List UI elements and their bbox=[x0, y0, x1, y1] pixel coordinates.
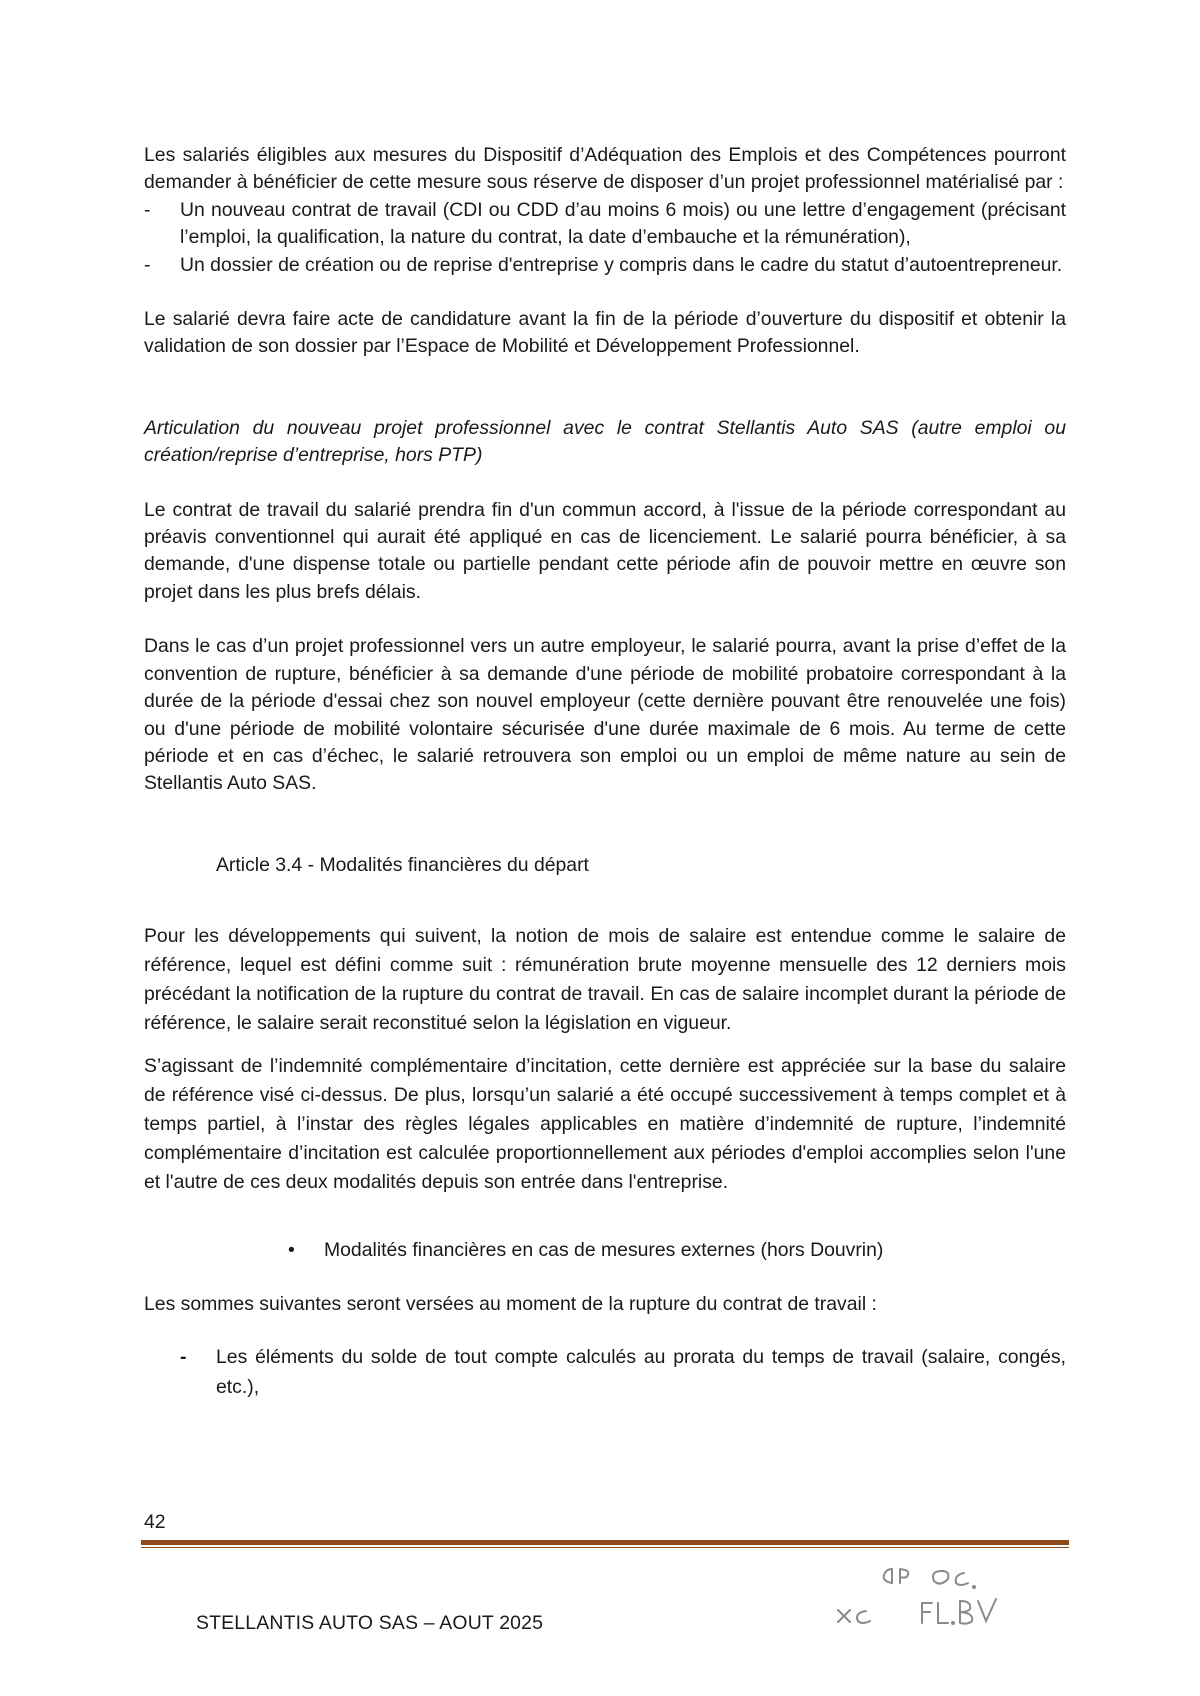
list-dash: - bbox=[144, 198, 151, 221]
page-number: 42 bbox=[144, 1511, 166, 1533]
articulation-paragraph-2: Dans le cas d’un projet professionnel vers un autre employeur, le salarié pourra, avant la prise d’effet de la convention de rupture, bénéficier à sa demande d'une période de mobilité probatoire correspondant à la durée de la période d'essai chez son nouvel employeur (cette dernière pouvant être renouvelée une fois) ou d'une période de mobilité volontaire sécurisée d'une durée maximale de 6 mois. Au terme de cette période et en cas d’échec, le salarié retrouvera son emploi ou un emploi de même nature au sein de Stellantis Auto SAS. bbox=[144, 635, 1066, 795]
intro-list bbox=[144, 197, 1066, 279]
list-item bbox=[144, 197, 1066, 252]
article-title: Article 3.4 - Modalités financières du départ bbox=[216, 853, 589, 876]
document-body bbox=[144, 142, 1066, 1402]
externes-heading bbox=[144, 1237, 1066, 1264]
footer-rule bbox=[141, 1540, 1069, 1545]
bullet-icon: • bbox=[288, 1239, 295, 1262]
externes-list bbox=[144, 1342, 1066, 1402]
list-item-text: Les éléments du solde de tout compte calculés au prorata du temps de travail (salaire, congés, etc.), bbox=[216, 1345, 1066, 1398]
externes-heading-text: Modalités financières en cas de mesures externes (hors Douvrin) bbox=[324, 1239, 884, 1262]
list-dash: - bbox=[144, 253, 151, 276]
article-paragraph-2: S’agissant de l’indemnité complémentaire d’incitation, cette dernière est appréciée sur la base du salaire de référence visé ci-dessus. De plus, lorsqu’un salarié a été occupé successivement à temps complet et à temps partiel, à l’instar des règles légales applicables en matière d’indemnité de rupture, l’indemnité complémentaire d’incitation est calculée proportionnellement aux périodes d'emploi accomplies selon l'une et l'autre de ces deux modalités depuis son entrée dans l'entreprise. bbox=[144, 1055, 1066, 1194]
articulation-heading: Articulation du nouveau projet professionnel avec le contrat Stellantis Auto SAS (autre emploi ou création/reprise d’entreprise, hors PTP) bbox=[144, 416, 1066, 467]
list-item-text: Un dossier de création ou de reprise d'entreprise y compris dans le cadre du statut d’autoentrepreneur. bbox=[180, 253, 1063, 276]
list-item bbox=[144, 252, 1066, 279]
articulation-paragraph-1: Le contrat de travail du salarié prendra fin d'un commun accord, à l'issue de la période correspondant au préavis conventionnel qui aurait été appliqué en cas de licenciement. Le salarié pourra bénéficier, à sa demande, d'une dispense totale ou partielle pendant cette période afin de pouvoir mettre en œuvre son projet dans les plus brefs délais. bbox=[144, 498, 1066, 603]
candidature-paragraph: Le salarié devra faire acte de candidature avant la fin de la période d’ouverture du dispositif et obtenir la validation de son dossier par l’Espace de Mobilité et Développement Professionnel. bbox=[144, 308, 1066, 358]
list-item-text: Un nouveau contrat de travail (CDI ou CDD d’au moins 6 mois) ou une lettre d’engagement (précisant l’emploi, la qualification, la nature du contrat, la date d’embauche et la rémunération), bbox=[180, 198, 1066, 249]
article-paragraph-1: Pour les développements qui suivent, la notion de mois de salaire est entendue comme le salaire de référence, lequel est défini comme suit : rémunération brute moyenne mensuelle des 12 derniers mois précédant la notification de la rupture du contrat de travail. En cas de salaire incomplet durant la période de référence, le salaire serait reconstitué selon la législation en vigueur. bbox=[144, 925, 1066, 1035]
externes-intro: Les sommes suivantes seront versées au moment de la rupture du contrat de travail : bbox=[144, 1292, 877, 1315]
handwritten-initials bbox=[830, 1555, 1010, 1630]
intro-paragraph: Les salariés éligibles aux mesures du Dispositif d’Adéquation des Emplois et des Compétences pourront demander à bénéficier de cette mesure sous réserve de disposer d’un projet professionnel matérialisé par : bbox=[144, 144, 1066, 194]
footer-rule-thin bbox=[141, 1547, 1069, 1548]
footer-company: STELLANTIS AUTO SAS – AOUT 2025 bbox=[196, 1612, 544, 1634]
list-dash: - bbox=[180, 1345, 187, 1368]
list-item bbox=[180, 1342, 1066, 1402]
